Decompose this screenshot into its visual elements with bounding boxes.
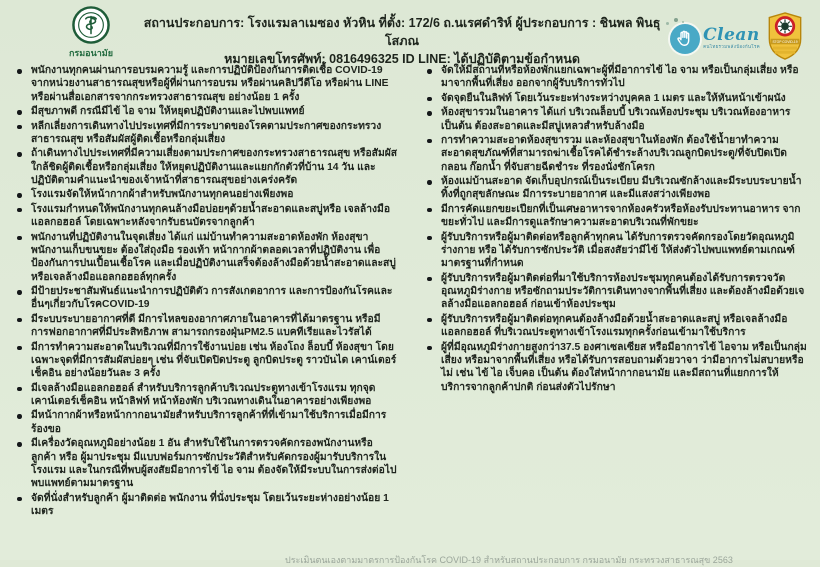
shield-banner-text: STOP COVID-19 (772, 39, 798, 44)
guideline-item: มีป้ายประชาสัมพันธ์แนะนำการปฏิบัติตัว การสังเกตอาการ และการป้องกันโรคและอื่นๆเกี่ยวกับโรคCOVID-19 (12, 285, 398, 312)
guideline-item: พนักงานทุกคนผ่านการอบรมความรู้ และการปฏิบัติป้องกันการติดเชื้อ COVID-19 จากหน่วยงานสาธารณสุขหรือผู้ที่ผ่านการอบรม หรือผ่านคลิปวีดีโอ หรือผ่าน LINE หรือผ่านสื่อเอกสารจากกระทรวงสาธารณสุข อย่างน้อย 1 ครั้ง (12, 64, 398, 104)
establishment-title (134, 6, 670, 68)
hand-icon (670, 24, 700, 54)
guideline-item: มีระบบระบายอากาศที่ดี มีการไหลของอากาศภายในอาคารที่ได้มาตรฐาน หรือมีการฟอกอากาศที่มีประสิทธิภาพ สามารถกรองฝุ่นPM2.5 แบคทีเรียและไวรัสได้ (12, 313, 398, 340)
guideline-item: จัดให้มีสถานที่หรือห้องพักแยกเฉพาะผู้ที่มีอาการไข้ ไอ จาม หรือเป็นกลุ่มเสี่ยง หรือมาจากพื้นที่เสี่ยง ออกจากผู้รับบริการทั่วไป (422, 64, 808, 91)
guideline-item: จัดที่นั่งสำหรับลูกค้า ผู้มาติดต่อ พนักงาน ที่นั่งประชุม โดยเว้นระยะห่างอย่างน้อย 1 เมตร (12, 492, 398, 519)
guideline-item: ห้องแม่บ้านสะอาด จัดเก็บอุปกรณ์เป็นระเบียบ มีบริเวณซักล้างและมีระบบระบายน้ำทิ้งที่ถูกสุขลักษณะ มีการระบายอากาศ และมีแสงสว่างเพียงพอ (422, 175, 808, 202)
guideline-item: โรงแรมจัดให้หน้ากากผ้าสำหรับพนักงานทุกคนอย่างเพียงพอ (12, 188, 398, 201)
guideline-item: มีเจลล้างมือแอลกอฮอล์ สำหรับบริการลูกค้าบริเวณประตูทางเข้าโรงแรม ทุกจุดเคาน์เตอร์เช็คอิน หน้าลิฟท์ หน้าห้องพัก บริเวณทางเดินในอาคารอย่างเพียงพอ (12, 382, 398, 409)
guideline-item: โรงแรมกำหนดให้พนักงานทุกคนล้างมือบ่อยๆด้วยน้ำสะอาดและสบู่หรือ เจลล้างมือแอลกอฮอล์ โดยเฉพาะหลังจากรับธนบัตรจากลูกค้า (12, 203, 398, 230)
department-of-health-logo (48, 6, 134, 58)
guideline-item: ห้องสุขารวมในอาคาร ได้แก่ บริเวณล็อบบี้ บริเวณห้องประชุม บริเวณห้องอาหาร เป็นต้น ต้องสะอาดและมีสบู่เหลวสำหรับล้างมือ (422, 106, 808, 133)
guideline-item: ผู้รับบริการหรือผู้มาติดต่อหรือลูกค้าทุกคน ได้รับการตรวจคัดกรองโดยวัดอุณหภูมิร่างกาย หรือ ได้รับการซักประวัติ เมื่อสงสัยว่ามีไข้ ให้ส่งตัวไปพบแพทย์ตามเกณฑ์มาตรฐานที่กำหนด (422, 231, 808, 271)
certification-badges (670, 6, 804, 65)
right-guideline-list (422, 64, 808, 394)
guideline-item: มีการคัดแยกขยะเปียกที่เป็นเศษอาหารจากห้องครัวหรือห้องรับประทานอาหาร จากขยะทั่วไป และมีการดูแลรักษาความสะอาดบริเวณที่พักขยะ (422, 203, 808, 230)
clean-wordmark (703, 27, 760, 50)
left-guideline-list (12, 64, 398, 518)
guideline-item: ผู้รับบริการหรือผู้มาติดต่อทุกคนต้องล้างมือด้วยน้ำสะอาดและสบู่ หรือเจลล้างมือแอลกอฮอล์ ที่บริเวณประตูทางเข้าโรงแรมทุกครั้งก่อนเข้ามาใช้บริการ (422, 313, 808, 340)
guidelines-content (0, 58, 820, 519)
title-line-1: สถานประกอบการ: โรงแรมลาเมซอง หัวหิน ที่ตั้ง: 172/6 ถ.นเรศดำริห์ ผู้ประกอบการ : ชินพล พินธุโสภณ (143, 16, 661, 49)
covid-stop-shield-badge (766, 12, 804, 65)
page-header (0, 0, 820, 67)
guideline-item: มีเครื่องวัดอุณหภูมิอย่างน้อย 1 อัน สำหรับใช้ในการตรวจคัดกรองพนักงานหรือลูกค้า หรือ ผู้มาประชุม มีแบบฟอร์มการซักประวัติสำหรับคัดกรองผู้มารับบริการในโรงแรม และในกรณีที่พบผู้สงสัยมีอาการไข้ ไอ จาม ต้องจัดให้มีระบบในการส่งต่อไปพบแพทย์ตามมาตรฐาน (12, 437, 398, 491)
clean-script-text: Clean (703, 25, 760, 46)
right-column (422, 64, 808, 519)
left-column (12, 64, 398, 519)
footer-note: ประเมินตนเองตามมาตรการป้องกันโรค COVID-19 สำหรับสถานประกอบการ กรมอนามัย กระทรวงสาธารณสุข 2563 (285, 555, 733, 565)
guideline-item: พนักงานที่ปฏิบัติงานในจุดเสี่ยง ได้แก่ แม่บ้านทำความสะอาดห้องพัก ห้องสุขา พนักงานเก็บขนขยะ ต้องใส่ถุงมือ รองเท้า หน้ากากผ้าตลอดเวลาที่ปฏิบัติงาน เพื่อป้องกันการปนเปื้อนเชื้อโรค และเมื่อปฏิบัติงานเสร็จต้องล้างมือด้วยน้ำสะอาดและสบู่หรือเจลล้างมือแอลกอฮอล์ทุกครั้ง (12, 231, 398, 285)
clean-together-badge (670, 24, 760, 54)
guideline-item: มีสุขภาพดี กรณีมีไข้ ไอ จาม ให้หยุดปฏิบัติงานและไปพบแพทย์ (12, 105, 398, 118)
guideline-item: หลีกเลี่ยงการเดินทางไปประเทศที่มีการระบาดของโรคตามประกาศของกระทรวงสาธารณสุข หรือสัมผัสผู้ติดเชื้อหรือกลุ่มเสี่ยง (12, 120, 398, 147)
doh-emblem-icon (72, 6, 110, 49)
title-line-2: หมายเลขโทรศัพท์: 0816496325 ID LINE: ได้ปฏิบัติตามข้อกำหนด (224, 52, 580, 67)
guideline-item: มีหน้ากากผ้าหรือหน้ากากอนามัยสำหรับบริการลูกค้าที่ที่เข้ามาใช้บริการเมื่อมีการร้องขอ (12, 409, 398, 436)
guideline-item: มีการทำความสะอาดในบริเวณที่มีการใช้งานบ่อย เช่น ห้องโถง ล็อบบี้ ห้องสุขา โดยเฉพาะจุดที่มีการสัมผัสบ่อยๆ เช่น ที่จับเปิดปิดประตู ลูกบิดประตู ราวบันได เคาน์เตอร์เช็คอิน อย่างน้อยวันละ 3 ครั้ง (12, 341, 398, 381)
clean-tagline: คนไทยรวมพลังป้องกันโรค (703, 44, 760, 50)
guideline-item: ถ้าเดินทางไปประเทศที่มีความเสี่ยงตามประกาศของกระทรวงสาธารณสุข หรือสัมผัสใกล้ชิดผู้ติดเชื้อหรือกลุ่มเสี่ยง ให้หยุดปฏิบัติงานและแยกกักตัวที่บ้าน 14 วัน และปฏิบัติตามคำแนะนำของเจ้าหน้าที่สาธารณสุขอย่างเคร่งครัด (12, 147, 398, 187)
doh-label: กรมอนามัย (68, 48, 114, 58)
guideline-item: จัดจุดยืนในลิฟท์ โดยเว้นระยะห่างระหว่างบุคคล 1 เมตร และให้หันหน้าเข้าผนัง (422, 92, 808, 105)
guideline-item: การทำความสะอาดห้องสุขารวม และห้องสุขาในห้องพัก ต้องใช้น้ำยาทำความสะอาดสุขภัณฑ์ที่สามารถฆ่าเชื้อโรคได้ชำระล้างบริเวณลูกบิดประตู/ที่จับปิดเปิด กลอน ก๊อกน้ำ ที่จับสายฉีดชำระ ที่รองนั่งชักโครก (422, 134, 808, 174)
guideline-item: ผู้รับบริการหรือผู้มาติดต่อที่มาใช้บริการห้องประชุมทุกคนต้องได้รับการตรวจวัดอุณหภูมิร่างกาย หรือซักถามประวัติการเดินทางจากพื้นที่เสี่ยง และต้องล้างมือด้วยเจลล้างมือแอลกอฮอล์ ก่อนเข้าห้องประชุม (422, 272, 808, 312)
guideline-item: ผู้ที่มีอุณหภูมิร่างกายสูงกว่า37.5 องศาเซลเซียส หรือมีอาการไข้ ไอจาม หรือเป็นกลุ่มเสี่ยง หรือมาจากพื้นที่เสี่ยง หรือได้รับการสอบถามด้วยวาจา ว่ามีอาการไม่สบายหรือไม่ เช่น ไข้ ไอ เจ็บคอ เป็นต้น ต้องใส่หน้ากากอนามัย และมีสถานที่แยกการให้บริการจากลูกค้าปกติ ก่อนส่งตัวไปรักษา (422, 341, 808, 395)
